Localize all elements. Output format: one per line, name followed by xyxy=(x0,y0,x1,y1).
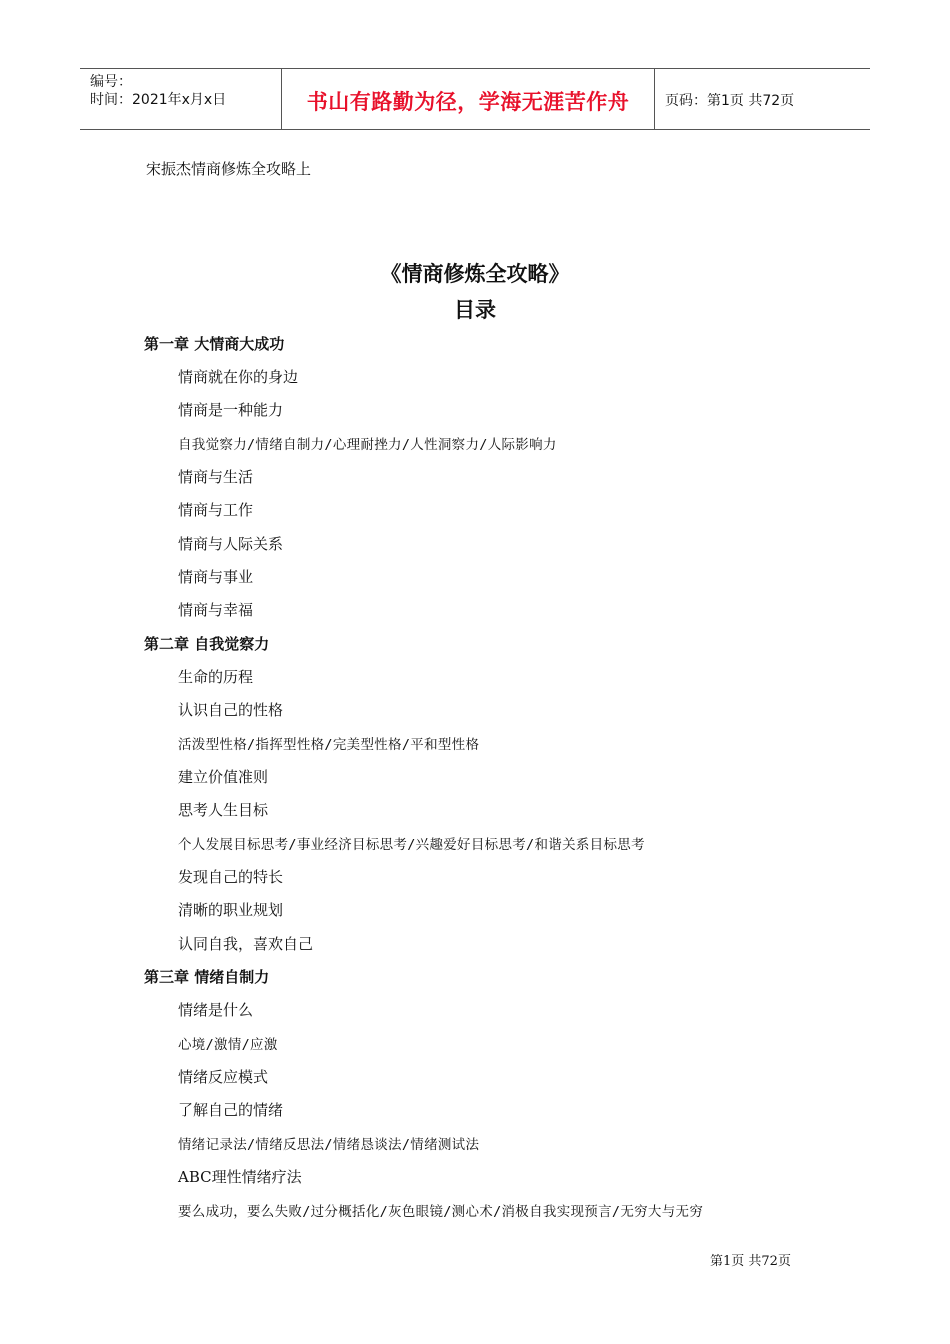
toc-chapter-3: 第三章 情绪自制力 xyxy=(144,968,270,986)
toc-item: 情商就在你的身边 xyxy=(178,368,299,386)
document-subtitle: 宋振杰情商修炼全攻略上 xyxy=(146,160,312,178)
header-left-cell xyxy=(80,69,282,129)
header-middle-cell xyxy=(282,69,655,129)
toc-item: 发现自己的特长 xyxy=(178,868,284,886)
toc-item: 情商是一种能力 xyxy=(178,401,284,419)
toc-item: 个人发展目标思考/事业经济目标思考/兴趣爱好目标思考/和谐关系目标思考 xyxy=(178,837,645,853)
toc-item: 活泼型性格/指挥型性格/完美型性格/平和型性格 xyxy=(178,737,480,753)
toc-item: 情商与幸福 xyxy=(178,601,254,619)
toc-heading: 目录 xyxy=(454,297,496,322)
toc-item: 认同自我，喜欢自己 xyxy=(178,935,314,953)
toc-item: 情商与工作 xyxy=(178,501,254,519)
document-title: 《情商修炼全攻略》 xyxy=(380,261,570,286)
toc-item: 情商与事业 xyxy=(178,568,254,586)
page-info: 页码：第1页 共72页 xyxy=(665,93,795,109)
toc-item: 清晰的职业规划 xyxy=(178,901,284,919)
toc-item: 情绪反应模式 xyxy=(178,1068,269,1086)
toc-item: 情绪记录法/情绪反思法/情绪恳谈法/情绪测试法 xyxy=(178,1137,480,1153)
page-footer: 第1页 共72页 xyxy=(710,1254,791,1269)
number-label: 编号： xyxy=(90,74,132,90)
toc-item: 了解自己的情绪 xyxy=(178,1101,284,1119)
toc-item: 心境/激情/应激 xyxy=(178,1037,278,1053)
toc-item: 要么成功，要么失败/过分概括化/灰色眼镜/测心术/消极自我实现预言/无穷大与无穷 xyxy=(178,1204,704,1220)
toc-item: 情绪是什么 xyxy=(178,1001,254,1019)
toc-item: 情商与生活 xyxy=(178,468,254,486)
toc-item: 情商与人际关系 xyxy=(178,535,284,553)
toc-item: 生命的历程 xyxy=(178,668,254,686)
toc-item: 认识自己的性格 xyxy=(178,701,284,719)
toc-chapter-1: 第一章 大情商大成功 xyxy=(144,335,285,353)
date-label: 时间：2021年x月x日 xyxy=(90,92,227,108)
toc-chapter-2: 第二章 自我觉察力 xyxy=(144,635,270,653)
toc-item: ABC理性情绪疗法 xyxy=(178,1168,302,1186)
motto: 书山有路勤为径，学海无涯苦作舟 xyxy=(306,90,630,114)
toc-item: 建立价值准则 xyxy=(178,768,269,786)
header-right-cell xyxy=(655,69,870,129)
document-header xyxy=(80,68,870,130)
toc-item: 思考人生目标 xyxy=(178,801,269,819)
toc-item: 自我觉察力/情绪自制力/心理耐挫力/人性洞察力/人际影响力 xyxy=(178,437,557,453)
